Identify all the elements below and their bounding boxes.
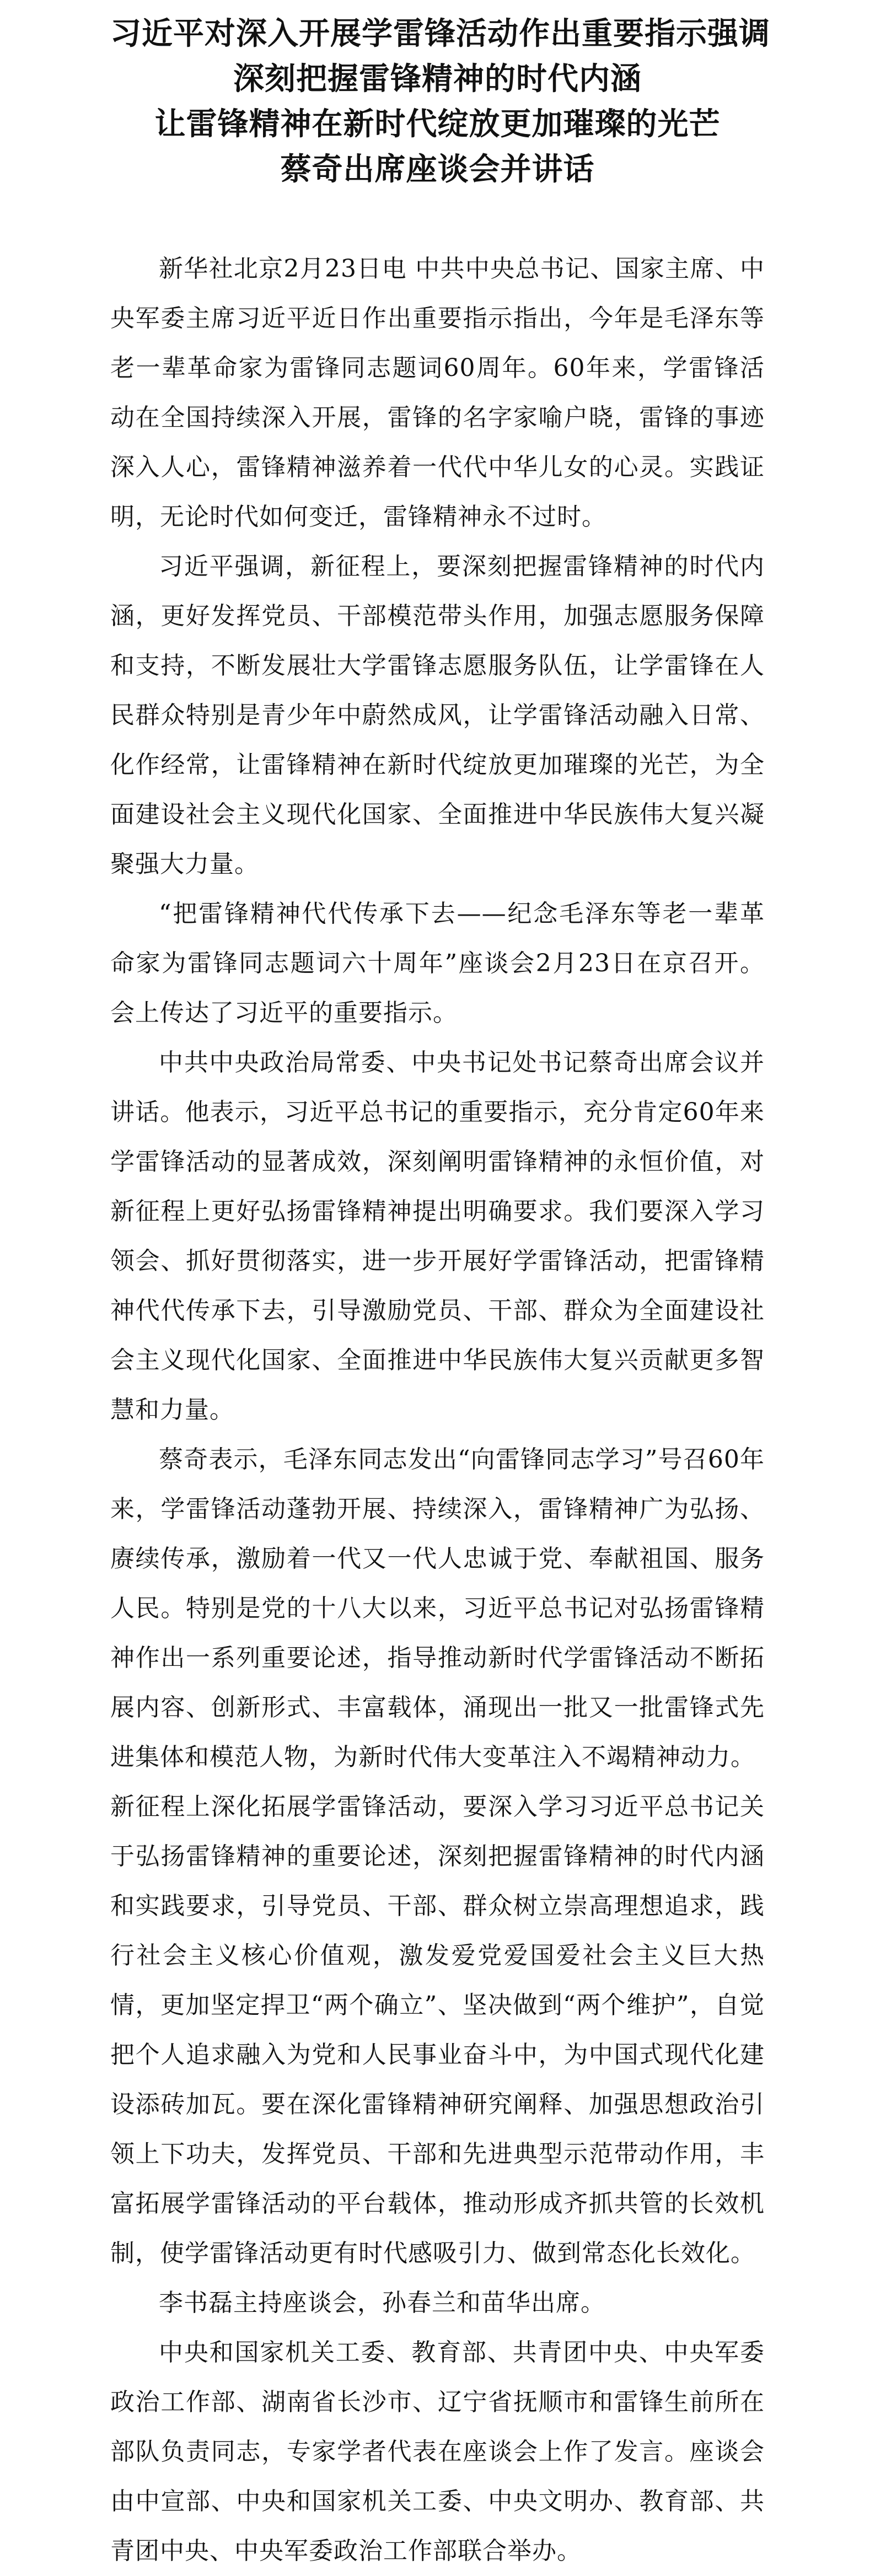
paragraph-cai-qi-attend: 中共中央政治局常委、中央书记处书记蔡奇出席会议并讲话。他表示，习近平总书记的重要指示，充分肯定60年来学雷锋活动的显著成效，深刻阐明雷锋精神的永恒价值，对新征程上更好弘扬雷锋精神提出明确要求。我们要深入学习领会、抓好贯彻落实，进一步开展好学雷锋活动，把雷锋精神代代传承下去，引导激励党员、干部、群众为全面建设社会主义现代化国家、全面推进中华民族伟大复兴贡献更多智慧和力量。 <box>110 1048 765 1424</box>
headline-line-sub-2: 让雷锋精神在新时代绽放更加璀璨的光芒 <box>154 106 721 142</box>
paragraph-new-journey: 新征程上深化拓展学雷锋活动，要深入学习习近平总书记关于弘扬雷锋精神的重要论述，深刻把握雷锋精神的时代内涵和实践要求，引导党员、干部、群众树立崇高理想追求，践行社会主义核心价值观，激发爱党爱国爱社会主义巨大热情，更加坚定捍卫“两个确立”、坚决做到“两个维护”，自觉把个人追求融入为党和人民事业奋斗中，为中国式现代化建设添砖加瓦。要在深化雷锋精神研究阐释、加强思想政治引领上下功夫，发挥党员、干部和先进典型示范带动作用，丰富拓展学雷锋活动的平台载体，推动形成齐抓共管的长效机制，使学雷锋活动更有时代感吸引力、做到常态化长效化。 <box>110 1793 765 2267</box>
paragraph-xi-emphasis: 习近平强调，新征程上，要深刻把握雷锋精神的时代内涵，更好发挥党员、干部模范带头作用，加强志愿服务保障和支持，不断发展壮大学雷锋志愿服务队伍，让学雷锋在人民群众特别是青少年中蔚然成风，让学雷锋活动融入日常、化作经常，让雷锋精神在新时代绽放更加璀璨的光芒，为全面建设社会主义现代化国家、全面推进中华民族伟大复兴凝聚强大力量。 <box>110 552 765 878</box>
paragraph-host: 李书磊主持座谈会，孙春兰和苗华出席。 <box>159 2289 605 2317</box>
article-body <box>110 244 765 2576</box>
paragraph-dateline: 新华社北京2月23日电 中共中央总书记、国家主席、中央军委主席习近平近日作出重要指示指出，今年是毛泽东等老一辈革命家为雷锋同志题词60周年。60年来，学雷锋活动在全国持续深入开展，雷锋的名字家喻户晓，雷锋的事迹深入人心，雷锋精神滋养着一代代中华儿女的心灵。实践证明，无论时代如何变迁，雷锋精神永不过时。 <box>110 255 765 531</box>
headline-line-sub-1: 深刻把握雷锋精神的时代内涵 <box>233 61 642 97</box>
paragraph-symposium: “把雷锋精神代代传承下去——纪念毛泽东等老一辈革命家为雷锋同志题词六十周年”座谈会2月23日在京召开。会上传达了习近平的重要指示。 <box>110 900 765 1027</box>
headline-line-main: 习近平对深入开展学雷锋活动作出重要指示强调 <box>110 15 770 52</box>
headline-line-sub-3: 蔡奇出席座谈会并讲话 <box>280 151 595 187</box>
paragraph-participants: 中央和国家机关工委、教育部、共青团中央、中央军委政治工作部、湖南省长沙市、辽宁省抚顺市和雷锋生前所在部队负责同志，专家学者代表在座谈会上作了发言。座谈会由中宣部、中央和国家机关工委、中央文明办、教育部、共青团中央、中央军委政治工作部联合举办。 <box>110 2338 765 2565</box>
paragraph-cai-qi-remarks: 蔡奇表示，毛泽东同志发出“向雷锋同志学习”号召60年来，学雷锋活动蓬勃开展、持续深入，雷锋精神广为弘扬、赓续传承，激励着一代又一代人忠诚于党、奉献祖国、服务人民。特别是党的十八大以来，习近平总书记对弘扬雷锋精神作出一系列重要论述，指导推动新时代学雷锋活动不断拓展内容、创新形式、丰富载体，涌现出一批又一批雷锋式先进集体和模范人物，为新时代伟大变革注入不竭精神动力。 <box>110 1445 765 1771</box>
headline <box>110 11 770 192</box>
